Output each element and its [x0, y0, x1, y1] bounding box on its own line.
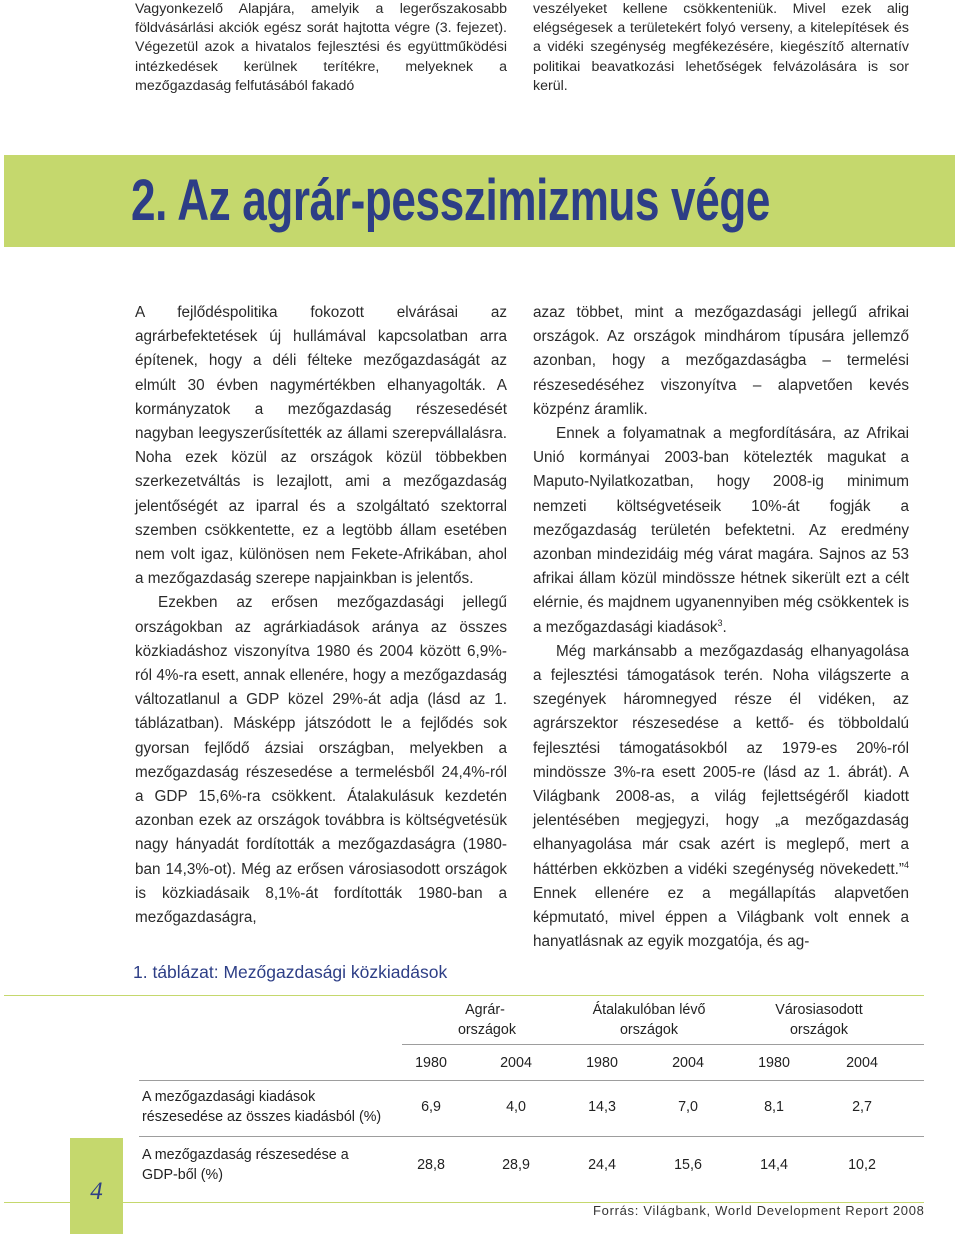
table-cell: 8,1 — [764, 1099, 784, 1115]
paragraph-text: Még markánsabb a mezőgazdaság elhanyagolása a fejlesztési támogatások terén. Noha világszerte a szegények háromnegyed része él vidéken, az agrárszektor részesedése a kettő- és többoldalú fejlesztési támogatásokból az 1979-es 20%-ról mindössze 3%-ra esett 2005-re (lásd az 1. ábrát). A Világbank 2008-as, a világ fejlettségéről kiadott jelentésében megjegyzi, hogy „a mezőgazdaság elhanyagolása már csak azért is meglepő, mert a háttérben ekközben a vidéki szegénység növekedett.” — [533, 642, 909, 878]
body-column-right — [533, 301, 909, 954]
intro-paragraph-left: Vagyonkezelő Alapjára, amelyik a legerőszakosabb földvásárlási akciók egész sorát hajtotta végre (3. fejezet). Végezetül azok a hivatalos fejlesztési és együttműködési intézkedések kerülnek terítékre, melyeknek a mezőgazdaság felfutásából fakadó — [135, 1, 507, 94]
body-paragraph: A fejlődéspolitika fokozott elvárásai az agrárbefektetések új hullámával kapcsolatban arra építenek, hogy a déli félteke mezőgazdaságát az elmúlt 30 évben nagymértékben elhanyagolták. A kormányzatok a mezőgazdaság részesedését nagyban leegyszerűsítették az állami szerepvállalásra. Noha ezek közül az országok közül többekben szerkezetváltás is lezajlott, ami a mezőgazdaság jelentőségét az iparral és a szolgáltató szektorral szemben csökkentette, ez a legtöbb állam esetében nem volt igaz, különösen nem Fekete-Afrikában, ahol a mezőgazdaság szerepe napjainkban is jelentős. — [135, 304, 507, 588]
table-cell: 7,0 — [678, 1099, 698, 1115]
table-group-header: Agrár- országok — [454, 1002, 516, 1038]
table-cell: 2,7 — [852, 1099, 872, 1115]
table-rule — [402, 1044, 924, 1045]
body-paragraph: azaz többet, mint a mezőgazdasági jellegű afrikai országok. Az országok mindhárom típusára jellemző azonban, hogy a mezőgazdaságba – termelési részesedéséhez viszonyítva – alapvetően kevés közpénz áramlik. — [533, 304, 909, 418]
table-cell: 15,6 — [674, 1157, 702, 1173]
paragraph-text: Ennek a folyamatnak a megfordítására, az Afrikai Unió kormányai 2003-ban kötelezték magukat a Maputo-Nyilatkozatban, hogy 2008-ig minimum nemzeti költségvetéseik 10%-át fogják a mezőgazdaság területén befektetni. Az eredmény azonban mindezidáig még várat magára. Sajnos az 53 afrikai állam közül mindössze hétnek sikerült ezt a célt elérnie, és majdnem ugyanennyiben még csökkentek is a mezőgazdasági kiadások — [533, 425, 909, 636]
intro-column-left — [135, 0, 507, 96]
chapter-heading: 2. Az agrár-pesszimizmus vége — [131, 168, 771, 233]
table-cell: 4,0 — [506, 1099, 526, 1115]
intro-column-right — [533, 0, 909, 96]
table-year-header: 1980 — [415, 1055, 447, 1071]
footnote-ref[interactable]: 4 — [903, 859, 909, 870]
table-group-header: Városiasodott országok — [775, 1002, 863, 1038]
table-cell: 28,8 — [417, 1157, 445, 1173]
table-year-header: 1980 — [758, 1055, 790, 1071]
body-column-left — [135, 301, 507, 930]
table-cell: 14,3 — [588, 1099, 616, 1115]
table-row-label: A mezőgazdaság részesedése a GDP-ből (%) — [142, 1147, 349, 1183]
page-number: 4 — [90, 1178, 103, 1205]
table-cell: 28,9 — [502, 1157, 530, 1173]
paragraph-text-end: Ennek ellenére ez a megállapítás alapvetően képmutató, mivel éppen a Világbank volt ennek a hanyatlásnak az egyik mozgatója, és ag- — [533, 884, 909, 951]
table-group-header: Átalakulóban lévő országok — [592, 1002, 706, 1038]
data-table — [4, 995, 924, 1203]
table-cell: 10,2 — [848, 1157, 876, 1173]
table-year-header: 2004 — [500, 1055, 532, 1071]
table-cell: 24,4 — [588, 1157, 616, 1173]
footnote-ref[interactable]: 3 — [717, 617, 723, 628]
table-year-header: 2004 — [672, 1055, 704, 1071]
table-caption: 1. táblázat: Mezőgazdasági közkiadások — [133, 962, 448, 982]
table-rule — [139, 1136, 924, 1137]
table-cell: 6,9 — [421, 1099, 441, 1115]
intro-paragraph-right: veszélyeket kellene csökkenteniük. Mivel ezek alig elégségesek a területekért folyó verseny, a kitelepítések és a vidéki szegénység megfékezésére, kiegészítő alternatív politikai beavatkozási lehetőségek felvázolására is sor kerül. — [533, 1, 909, 94]
table-row-label: A mezőgazdasági kiadások részesedése az összes kiadásból (%) — [142, 1089, 382, 1125]
table-year-header: 1980 — [586, 1055, 618, 1071]
body-paragraph: Ezekben az erősen mezőgazdasági jellegű országokban az agrárkiadások aránya az összes közkiadáshoz viszonyítva 1980 és 2004 között 6,9%-ról 4%-ra esett, annak ellenére, hogy a mezőgazdaság változatlanul a GDP közel 29%-át adja (lásd az 1. táblázatban). Másképp játszódott le a fejlődés sok gyorsan fejlődő ázsiai országban, melyekben a mezőgazdaság részesedése a termelésből 24,4%-ról a GDP 15,6%-ra csökkent. Átalakulásuk kezdetén azonban ezek az országok továbbra is költségvetésük nagy hányadát fordították a mezőgazdaságra (1980-ban 14,3%-ot). Még az erősen városiasodott országok is közkiadásaik 8,1%-át fordították 1980-ban a mezőgazdaságra, — [135, 594, 507, 927]
table-source: Forrás: Világbank, World Development Report 2008 — [593, 1203, 925, 1218]
table-cell: 14,4 — [760, 1157, 788, 1173]
body-paragraph — [533, 640, 909, 955]
table-year-header: 2004 — [846, 1055, 878, 1071]
page-number-box — [70, 1138, 123, 1234]
body-paragraph — [533, 422, 909, 640]
paragraph-text-end: . — [722, 618, 727, 636]
table-rule — [139, 1080, 924, 1081]
